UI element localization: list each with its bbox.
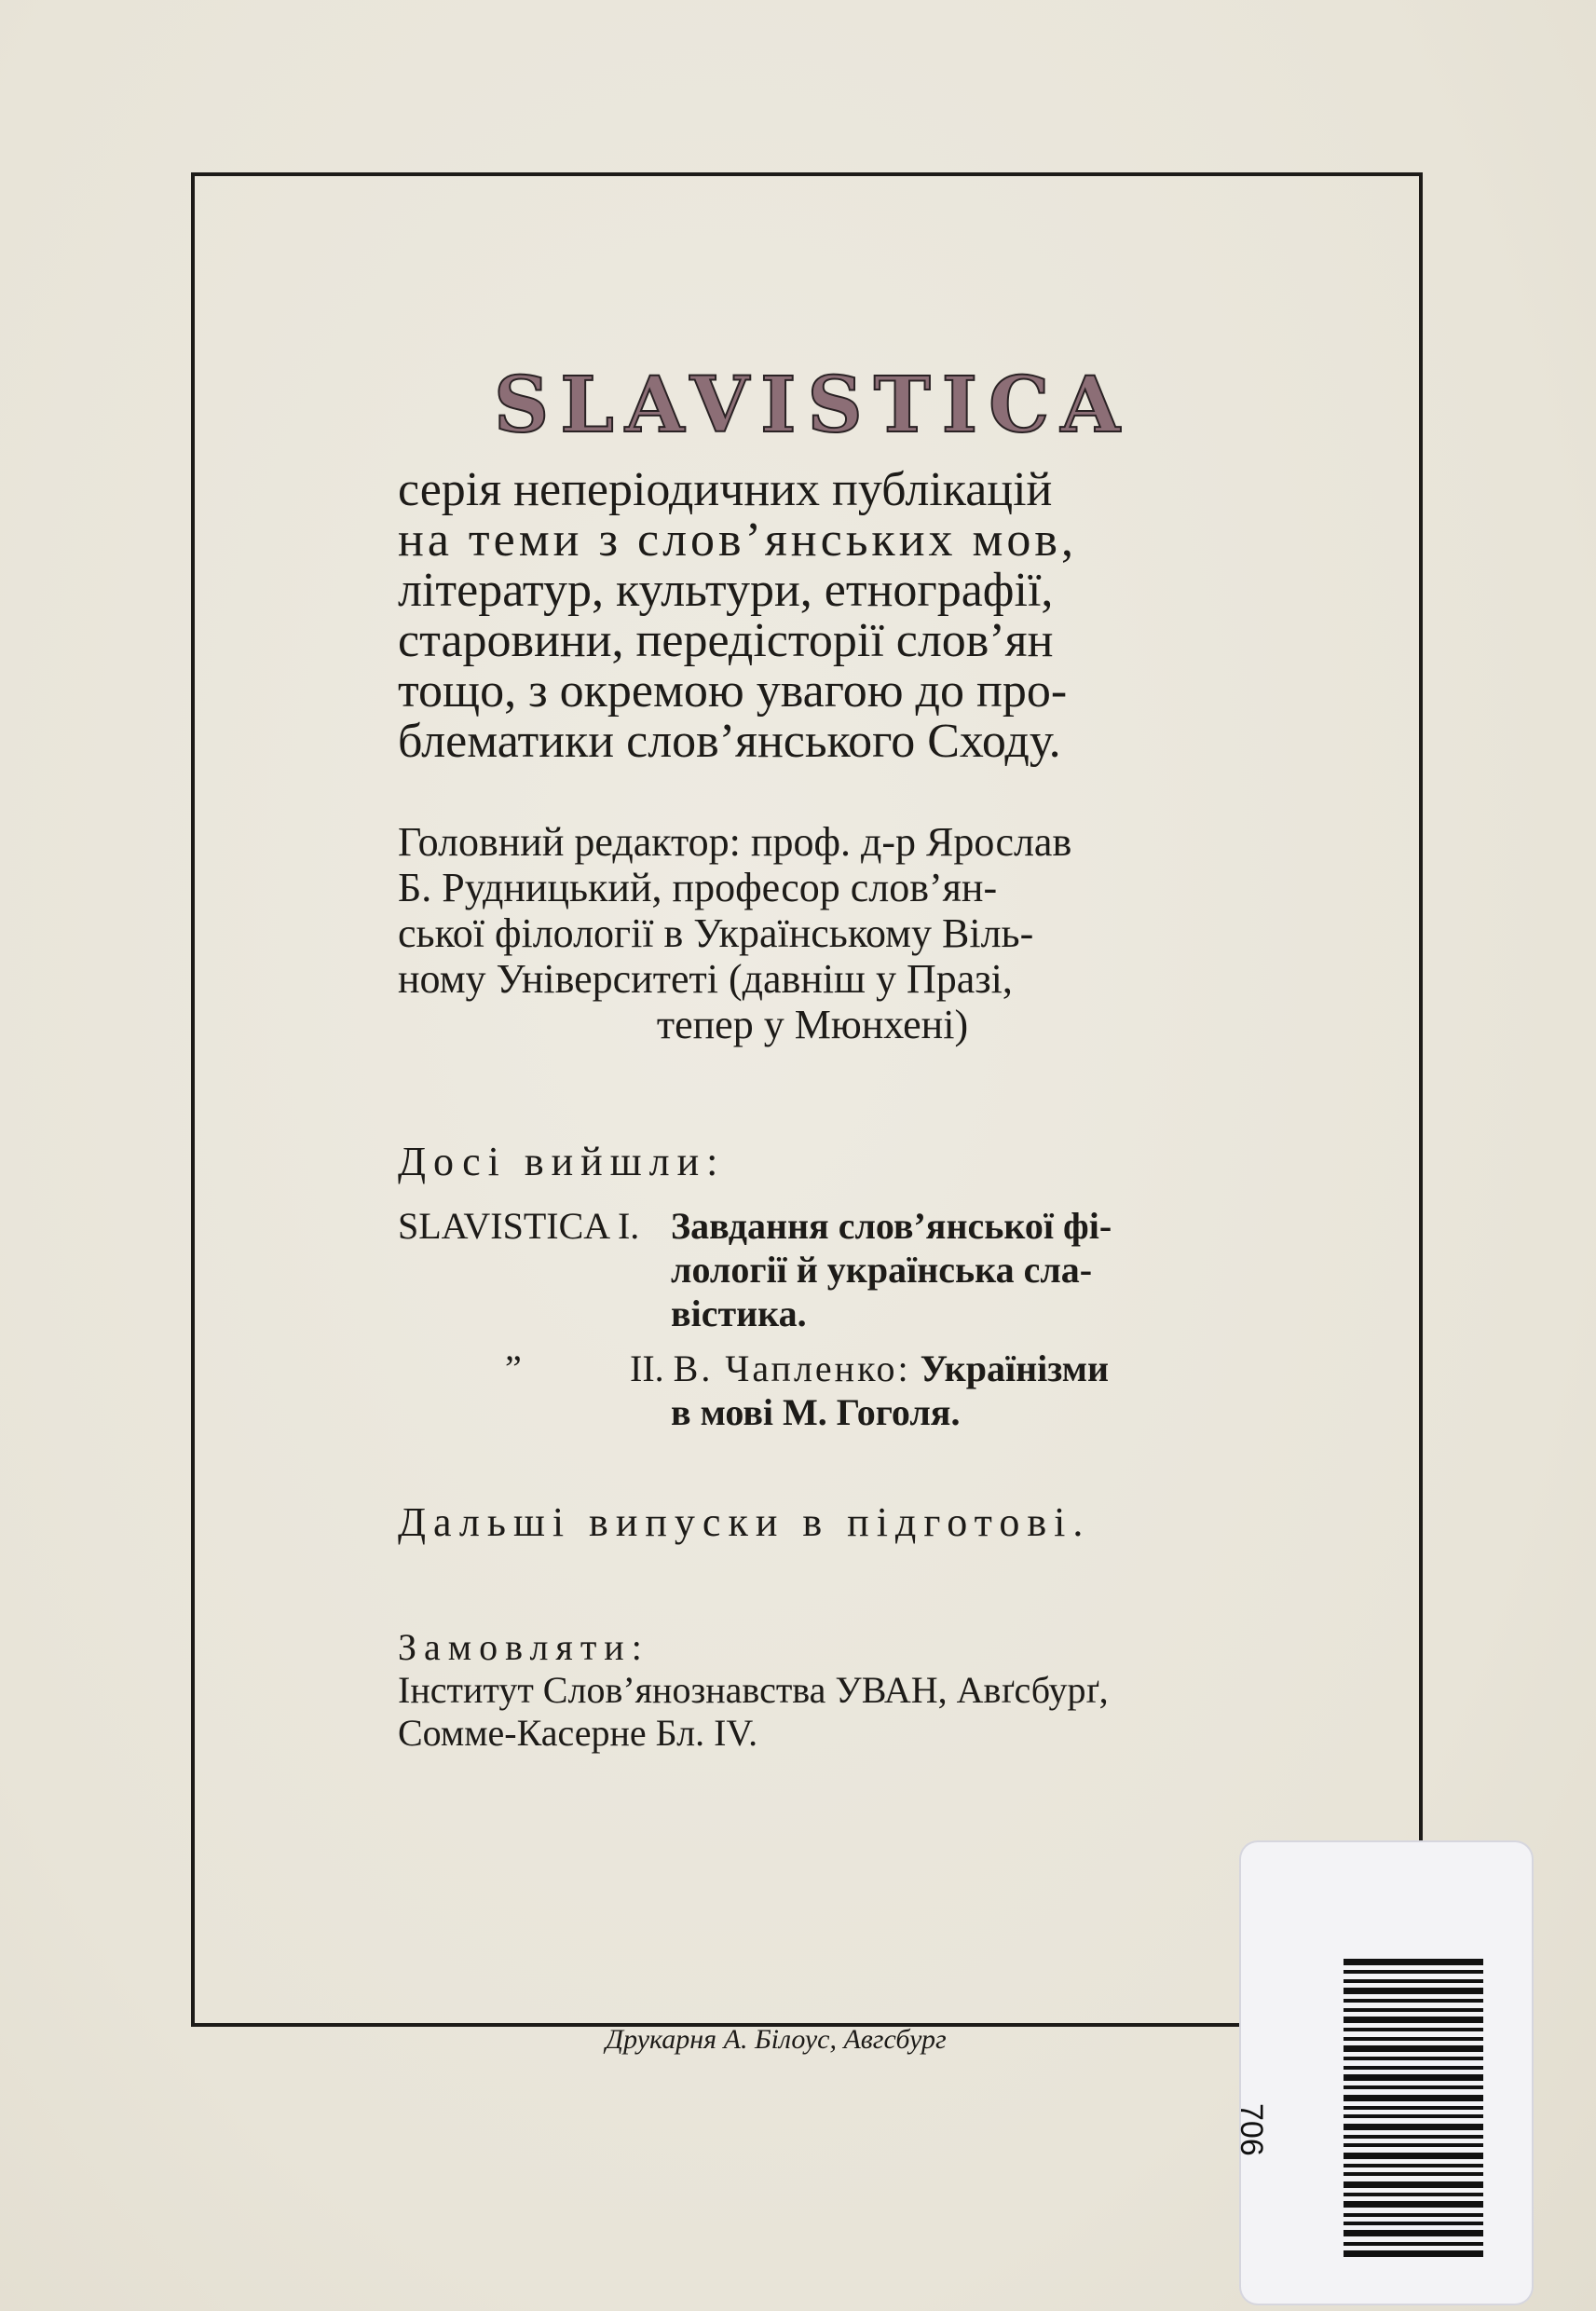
item-author: В. Чапленко: [673, 1347, 911, 1389]
editor-info [398, 819, 1227, 1047]
editor-line: Головний редактор: проф. д-р Ярослав [398, 819, 1072, 865]
library-barcode-sticker [1234, 1842, 1532, 2304]
order-line: Інститут Слов’янознавства УВАН, Авґсбурґ, [398, 1669, 1109, 1711]
item-title-line: Завдання слов’янської фі- [671, 1205, 1112, 1247]
list-item [398, 1347, 1227, 1434]
more-issues-note: Дальші випуски в підготові. [398, 1499, 1091, 1545]
editor-line: ному Університеті (давніш у Празі, [398, 956, 1013, 1002]
item-series-ditto: ” [505, 1347, 522, 1389]
series-description [398, 465, 1227, 767]
series-title: SLAVISTICA [494, 361, 1131, 450]
order-info [398, 1626, 1227, 1755]
printer-imprint: Друкарня А. Білоус, Авгсбург [606, 2024, 947, 2055]
description-line: старовини, передісторії слов’ян [398, 614, 1054, 667]
editor-line: тепер у Мюнхені) [656, 1002, 969, 1047]
published-heading: Досі вийшли: [398, 1139, 726, 1184]
item-title-part: Українізми [920, 1347, 1110, 1389]
editor-line: ської філології в Українському Віль- [398, 910, 1034, 956]
description-line: блематики слов’янського Сходу. [398, 715, 1061, 768]
item-title-line [630, 1347, 1227, 1390]
order-line: Сомме-Касерне Бл. IV. [398, 1712, 758, 1754]
description-line: тощо, з окремою увагою до про- [398, 664, 1068, 718]
barcode-icon [1344, 1959, 1483, 2257]
item-title-line: вістика. [671, 1292, 807, 1334]
description-line: на теми з слов’янських мов, [398, 513, 1077, 567]
item-title [671, 1204, 1227, 1335]
item-title-line: в мові М. Гоголя. [671, 1391, 961, 1433]
description-line: серія неперіодичних публікацій [398, 463, 1053, 516]
description-line: літератур, культури, етнографії, [398, 564, 1054, 617]
published-list [398, 1204, 1227, 1434]
order-label: Замовляти: [398, 1626, 649, 1668]
editor-line: Б. Рудницький, професор слов’ян- [398, 865, 998, 910]
sticker-code: 706 [1234, 2103, 1269, 2156]
item-number: II. [630, 1347, 664, 1389]
item-series: SLAVISTICA I. [398, 1205, 640, 1247]
item-title-line: лології й українська сла- [671, 1249, 1093, 1291]
item-title [630, 1347, 1227, 1434]
main-content [398, 359, 1227, 1755]
list-item [398, 1204, 1227, 1335]
